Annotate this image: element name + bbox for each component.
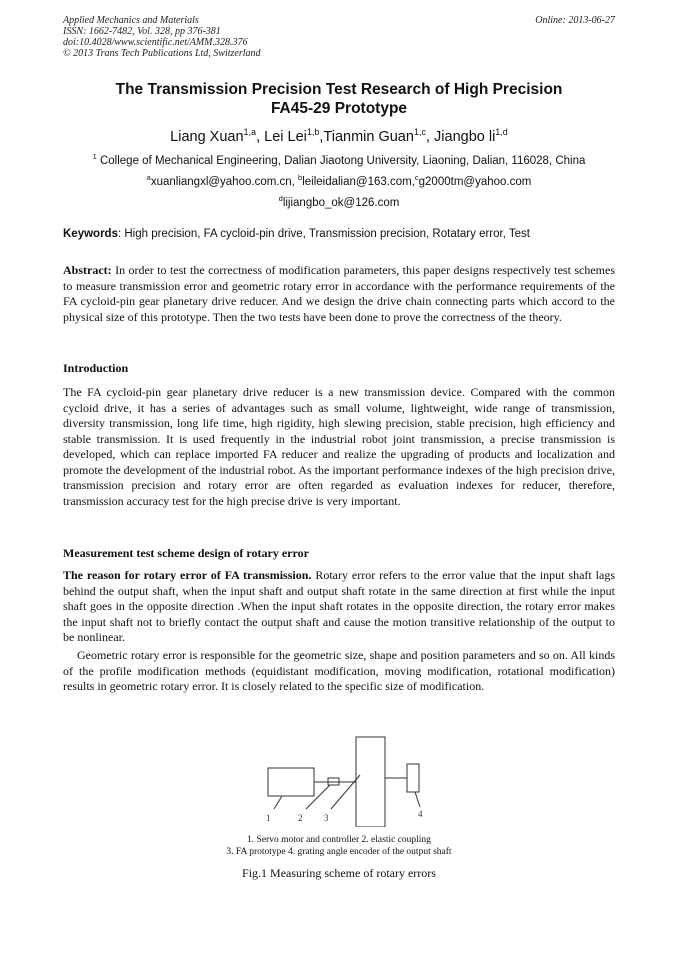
author-name: Lei Lei xyxy=(264,128,307,145)
affiliation-sup: 1 xyxy=(92,152,97,161)
servo-motor-box xyxy=(268,768,314,796)
email-a[interactable]: xuanliangxl@yahoo.com.cn, xyxy=(150,175,299,188)
affiliation xyxy=(30,150,648,168)
author-separator: , xyxy=(319,128,324,145)
abstract xyxy=(63,263,615,325)
paper-title-line1: The Transmission Precision Test Research of High Precision xyxy=(115,81,563,98)
journal-header xyxy=(63,15,261,59)
grating-encoder-box xyxy=(407,764,419,792)
paper-title xyxy=(40,80,638,118)
author-affil-sup: 1,d xyxy=(495,127,508,137)
email-d[interactable]: lijiangbo_ok@126.com xyxy=(282,196,400,209)
figure-caption: Fig.1 Measuring scheme of rotary errors xyxy=(242,866,436,880)
author-affil-sup: 1,c xyxy=(413,127,426,137)
email-sup-a: a xyxy=(146,173,151,182)
section-heading-introduction: Introduction xyxy=(63,361,129,375)
figure-label-2: 2 xyxy=(298,813,303,823)
online-date: Online: 2013-06-27 xyxy=(535,15,615,26)
journal-issn: ISSN: 1662-7482, Vol. 328, pp 376-381 xyxy=(63,26,221,37)
affiliation-text: College of Mechanical Engineering, Dalian Jiaotong University, Liaoning, Dalian, 116028, China xyxy=(99,154,586,167)
figure-label-4: 4 xyxy=(418,809,423,819)
leader-line-4 xyxy=(415,792,420,807)
fa-prototype-box xyxy=(356,737,385,827)
email-sup-c: c xyxy=(414,173,419,182)
email-sup-d: d xyxy=(278,194,283,203)
keywords xyxy=(63,227,615,241)
journal-name: Applied Mechanics and Materials xyxy=(63,15,199,26)
measurement-run-in-heading: The reason for rotary error of FA transmission. xyxy=(63,568,312,582)
email-sup-b: b xyxy=(298,173,303,182)
measurement-paragraph-2: Geometric rotary error is responsible for the geometric size, shape and position parameters and so on. All kinds of the profile modification methods (equidistant modification, moving modification, rotational modification) results in geometric rotary error. It is closely related to the specific size of modification. xyxy=(63,648,615,693)
figure-label-1: 1 xyxy=(266,813,271,823)
keywords-label: Keywords xyxy=(63,228,118,240)
author-affil-sup: 1,a xyxy=(243,127,257,137)
figure-label-3: 3 xyxy=(324,813,329,823)
author-separator: , xyxy=(256,128,265,145)
figure-legend-line1: 1. Servo motor and controller 2. elastic coupling xyxy=(247,835,431,845)
introduction-paragraph: The FA cycloid-pin gear planetary drive reducer is a new transmission device. Compared with the common cycloid drive, it has a series of advantages such as small volume, lightweight, wide range of transmission, diversity transmission, long life time, high rigidity, high slewing precision, stable precision, high efficiency and stable transmission. It is used frequently in the industrial robot joint transmission, a precise transmission is developed, which can replace imported FA reducer and realize the upgrading of products and localization and promote the development of the industrial robot. As the important performance indexes of the high precision drive, transmission precision and rotary error are often regarded as evaluation indexes for reducer, therefore, transmission accuracy test for the high precise drive is very important. xyxy=(63,385,615,508)
paper-title-line2: FA45-29 Prototype xyxy=(270,100,408,117)
author-affil-sup: 1,b xyxy=(306,127,320,137)
leader-line-2 xyxy=(306,785,330,809)
journal-copyright: © 2013 Trans Tech Publications Ltd, Switzerland xyxy=(63,48,261,59)
author-name: Liang Xuan xyxy=(170,128,244,145)
figure-rotary-error-scheme xyxy=(262,735,432,827)
section-heading-measurement: Measurement test scheme design of rotary error xyxy=(63,546,309,560)
abstract-text: In order to test the correctness of modification parameters, this paper designs respectively test schemes to measure transmission error and geometric rotary error in accordance with the performance requirements of the FA cycloid-pin gear planetary drive reducer. And we design the drive chain connecting parts which accord to the physical size of this prototype. Then the two tests have been done to prove the correctness of the theory. xyxy=(63,263,615,324)
author-list xyxy=(40,123,638,146)
measurement-paragraph-1-text: Rotary error refers to the error value that the input shaft lags behind the output shaft, when the input shaft and output shaft rotate in the same direction at first while the input shaft goes in the opposite direction .When the input shaft rotates in the opposite direction, the rotary error makes the input shaft not to briefly contact the output shaft and cause the motion transitive relationship of the output to be nonlinear. xyxy=(63,568,615,644)
keywords-text: : High precision, FA cycloid-pin drive, Transmission precision, Rotatary error, Test xyxy=(117,228,531,240)
abstract-label: Abstract: xyxy=(63,263,112,277)
author-name: Jiangbo li xyxy=(434,128,496,145)
figure-diagram xyxy=(262,735,432,827)
email-line xyxy=(30,171,648,189)
journal-doi: doi:10.4028/www.scientific.net/AMM.328.376 xyxy=(63,37,248,48)
figure-legend-line2: 3. FA prototype 4. grating angle encoder of the output shaft xyxy=(226,847,452,857)
leader-line-1 xyxy=(274,796,282,809)
email-line xyxy=(30,192,648,210)
author-separator: , xyxy=(425,128,435,145)
email-b[interactable]: leileidalian@163.com, xyxy=(302,175,415,188)
author-name: Tianmin Guan xyxy=(323,128,414,145)
measurement-paragraph-1 xyxy=(63,568,615,646)
email-c[interactable]: g2000tm@yahoo.com xyxy=(418,175,532,188)
